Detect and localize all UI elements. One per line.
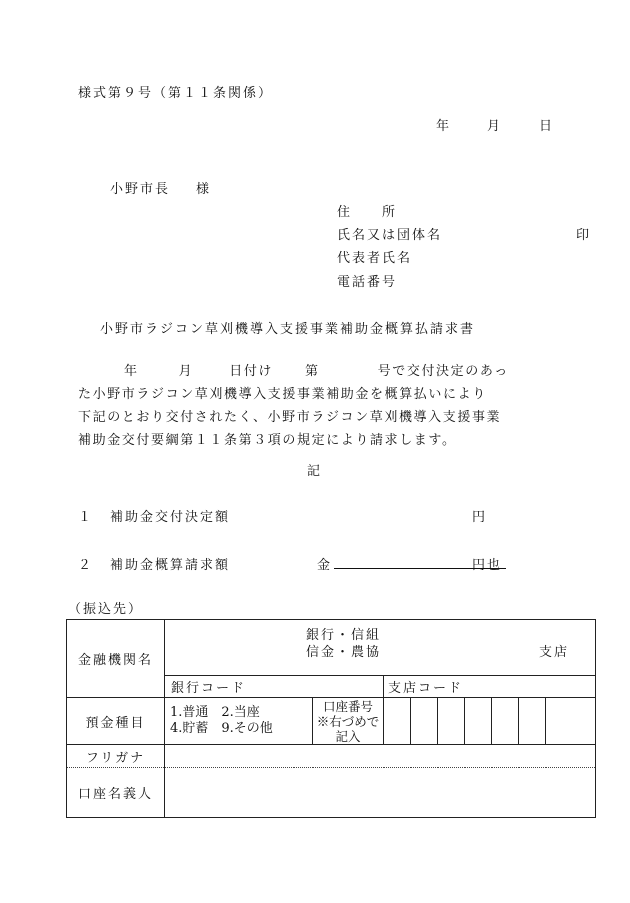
seal-mark: 印 (576, 228, 592, 243)
account-digit-4[interactable] (465, 698, 492, 745)
body-line-1: 年 月 日付け 第 号で交付決定のあっ (124, 364, 509, 379)
deposit-options-line-2: 4.貯蓄 9.その他 (170, 721, 273, 736)
deposit-options (165, 698, 313, 745)
account-number-label: 口座番号 ※右づめで 記入 (313, 698, 384, 745)
request-body (78, 360, 558, 452)
account-digit-6[interactable] (519, 698, 546, 745)
bank-types-2: 信金・農協 (306, 645, 382, 660)
ki-heading: 記 (307, 464, 323, 479)
body-line-3: 下記のとおり交付されたく、小野市ラジコン草刈機導入支援事業 (78, 410, 502, 425)
deposit-options-line-1: 1.普通 2.当座 (170, 705, 260, 720)
transfer-heading: （振込先） (68, 602, 144, 617)
account-digit-7[interactable] (546, 698, 596, 745)
body-line-2: た小野市ラジコン草刈機導入支援事業補助金を概算払いにより (78, 387, 487, 402)
account-holder-label: 口座名義人 (67, 768, 165, 818)
institution-label: 金融機関名 (67, 620, 165, 698)
item-2-kin: 金 (317, 558, 333, 573)
account-digit-3[interactable] (438, 698, 465, 745)
addressee-honorific: 様 (196, 182, 212, 197)
furigana-label: フリガナ (67, 745, 165, 768)
document-title: 小野市ラジコン草刈機導入支援事業補助金概算払請求書 (100, 322, 476, 337)
branch-label: 支店 (539, 645, 570, 660)
representative-label: 代表者氏名 (337, 251, 413, 266)
bank-types-1: 銀行・信組 (306, 628, 382, 643)
addressee-name: 小野市長 (110, 182, 171, 197)
body-line-4: 補助金交付要綱第１１条第３項の規定により請求します。 (78, 433, 457, 448)
item-1-number: １ (78, 510, 94, 525)
item-1-yen: 円 (472, 510, 488, 525)
date-month: 月 (487, 119, 503, 134)
item-1-label: 補助金交付決定額 (110, 510, 231, 525)
date-year: 年 (436, 119, 452, 134)
branch-code-label: 支店コード (384, 676, 596, 698)
bank-code-label: 銀行コード (165, 676, 384, 698)
institution-cell (165, 620, 596, 676)
item-2-number: ２ (78, 558, 94, 573)
form-number: 様式第９号（第１１条関係） (78, 86, 274, 101)
account-digit-5[interactable] (492, 698, 519, 745)
account-digit-1[interactable] (384, 698, 411, 745)
phone-label: 電話番号 (337, 275, 398, 290)
bank-account-table (66, 619, 596, 818)
item-2-label: 補助金概算請求額 (110, 558, 231, 573)
item-2-yen-ya: 円也 (472, 558, 503, 573)
date-day: 日 (539, 119, 555, 134)
address-label: 住 所 (337, 205, 398, 220)
furigana-field[interactable] (165, 745, 596, 768)
account-digit-2[interactable] (411, 698, 438, 745)
name-label: 氏名又は団体名 (337, 228, 443, 243)
deposit-type-label: 預金種目 (67, 698, 165, 745)
account-holder-field[interactable] (165, 768, 596, 818)
